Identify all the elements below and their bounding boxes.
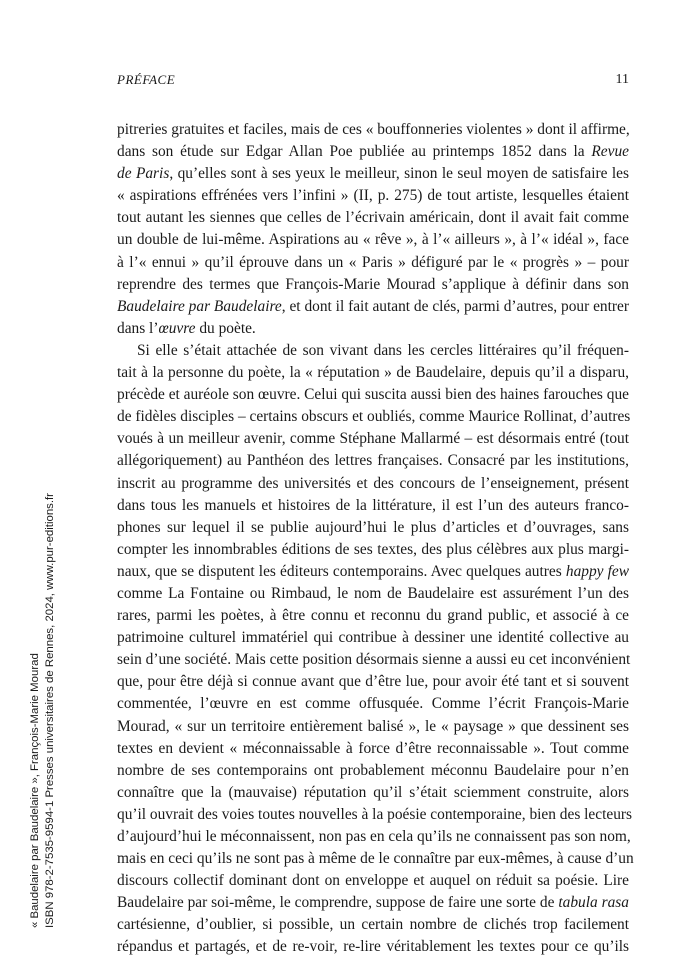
text-line: tout autant les siennes que celles de l’écrivain américain, dont il avait fait comme: [117, 209, 629, 227]
text-line: voués à un meilleur avenir, comme Stéphane Mallarmé – est désormais entré (tout: [117, 430, 629, 448]
text-line: connaître que la (mauvaise) réputation qu’il s’était sciemment construite, alors: [117, 783, 629, 801]
text-line: naux, que se disputent les éditeurs contemporains. Avec quelques autres happy few: [117, 562, 630, 580]
text-line: à l’« ennui » qu’il éprouve dans un « Paris » défiguré par le « progrès » – pour: [117, 253, 629, 271]
text-line: dans tous les manuels et histoires de la littérature, il est l’un des auteurs franco-: [117, 496, 629, 514]
paragraph-1: [117, 119, 629, 340]
text-line: pitreries gratuites et faciles, mais de ces « bouffonneries violentes » dont il affirme,: [117, 121, 630, 138]
text-line: allégoriquement) au Panthéon des lettres françaises. Consacré par les institutions,: [117, 452, 629, 470]
text-line: sein d’une société. Mais cette position désormais sienne a aussi eu cet inconvénient: [117, 651, 631, 669]
text-line: dans l’œuvre du poète.: [117, 319, 256, 337]
body-text: [117, 119, 634, 959]
text-line: compter les innombrables éditions de ses textes, des plus célèbres aux plus margi-: [117, 540, 629, 558]
running-header: [117, 72, 629, 92]
text-line: Mourad, « sur un territoire entièrement balisé », le « paysage » que dessinent ses: [117, 717, 629, 735]
sidebar-isbn: ISBN 978-2-7535-9594-1 Presses universitaires de Rennes, 2024, www.pur-editions.fr: [44, 493, 56, 928]
sidebar-book-title: « Baudelaire par Baudelaire », François-Marie Mourad: [29, 653, 41, 928]
text-line: que, pour être déjà si connue avant que d’être lue, pour avoir été tant et si souvent: [117, 673, 629, 691]
text-line: cartésienne, d’oublier, si possible, un certain nombre de clichés trop facilement: [117, 916, 629, 934]
italic-phrase: tabula rasa: [558, 894, 629, 912]
text-line: discours collectif dominant dont on enveloppe et auquel on réduit sa poésie. Lire: [117, 872, 629, 890]
text-line: Si elle s’était attachée de son vivant dans les cercles littéraires qu’il fréquen-: [137, 341, 629, 359]
italic-title: Revue: [591, 143, 629, 161]
paragraph-2: [117, 340, 634, 959]
text-line: textes en devient « méconnaissable à force d’être reconnaissable ». Tout comme: [117, 739, 629, 757]
text-line: répandus et partagés, et de re-voir, re-lire véritablement les textes pour ce qu’ils: [117, 938, 629, 956]
text-line: d’aujourd’hui le méconnaissent, non pas en cela qu’ils ne connaissent pas son nom,: [117, 828, 631, 845]
text-line: commentée, l’œuvre en est comme offusquée. Comme l’écrit François-Marie: [117, 695, 629, 713]
copyright-sidebar: [28, 493, 58, 928]
text-line: inscrit au programme des universités et des concours de l’enseignement, présent: [117, 474, 629, 492]
italic-title: Baudelaire par Baudelaire: [117, 297, 282, 315]
text-line: reprendre des termes que François-Marie Mourad s’applique à définir dans son: [117, 275, 629, 293]
italic-phrase: happy few: [565, 562, 630, 580]
text-line: comme La Fontaine ou Rimbaud, le nom de Baudelaire est assurément l’un des: [117, 584, 629, 602]
text-line: rares, parmi les poètes, à être connu et reconnu du grand public, et associé à ce: [117, 607, 629, 625]
italic-title: de Paris: [117, 165, 170, 183]
page-number: 11: [615, 72, 629, 87]
text-line: « aspirations effrénées vers l’infini » (II, p. 275) de tout artiste, lesquelles étaient: [117, 187, 629, 205]
text-line: Baudelaire par soi-même, le comprendre, suppose de faire une sorte de tabula rasa: [117, 894, 629, 912]
text-line: un double de lui-même. Aspirations au « rêve », à l’« ailleurs », à l’« idéal », face: [117, 231, 629, 249]
text-line: qu’il ouvrait des voies toutes nouvelles à la poésie contemporaine, bien des lecteurs: [117, 805, 633, 823]
text-line: mais en ceci qu’ils ne sont pas à même de le connaître par eux-mêmes, à cause d’un: [117, 850, 634, 868]
running-title: PRÉFACE: [117, 72, 176, 87]
text-line: tait à la personne du poète, la « réputation » de Baudelaire, depuis qu’il a disparu,: [117, 364, 629, 382]
text-line: phones sur lequel il se publie aujourd’hui le plus d’articles et d’ouvrages, sans: [117, 518, 629, 536]
italic-word: œuvre: [158, 319, 196, 337]
text-line: patrimoine culturel immatériel qui contribue à dessiner une identité collective au: [117, 629, 629, 647]
text-line: de fidèles disciples – certains obscurs et oubliés, comme Maurice Rollinat, d’autres: [117, 408, 631, 426]
text-line: Baudelaire par Baudelaire, et dont il fait autant de clés, parmi d’autres, pour entrer: [117, 297, 629, 315]
text-line: dans son étude sur Edgar Allan Poe publiée au printemps 1852 dans la Revue: [117, 143, 629, 161]
text-line: nombre de ses contemporains ont probablement méconnu Baudelaire pour n’en: [117, 761, 629, 779]
text-line: de Paris, qu’elles sont à ses yeux le meilleur, sinon le seul moyen de satisfaire les: [117, 165, 629, 183]
text-line: précède et auréole son œuvre. Celui qui suscita aussi bien des haines farouches que: [117, 386, 629, 404]
